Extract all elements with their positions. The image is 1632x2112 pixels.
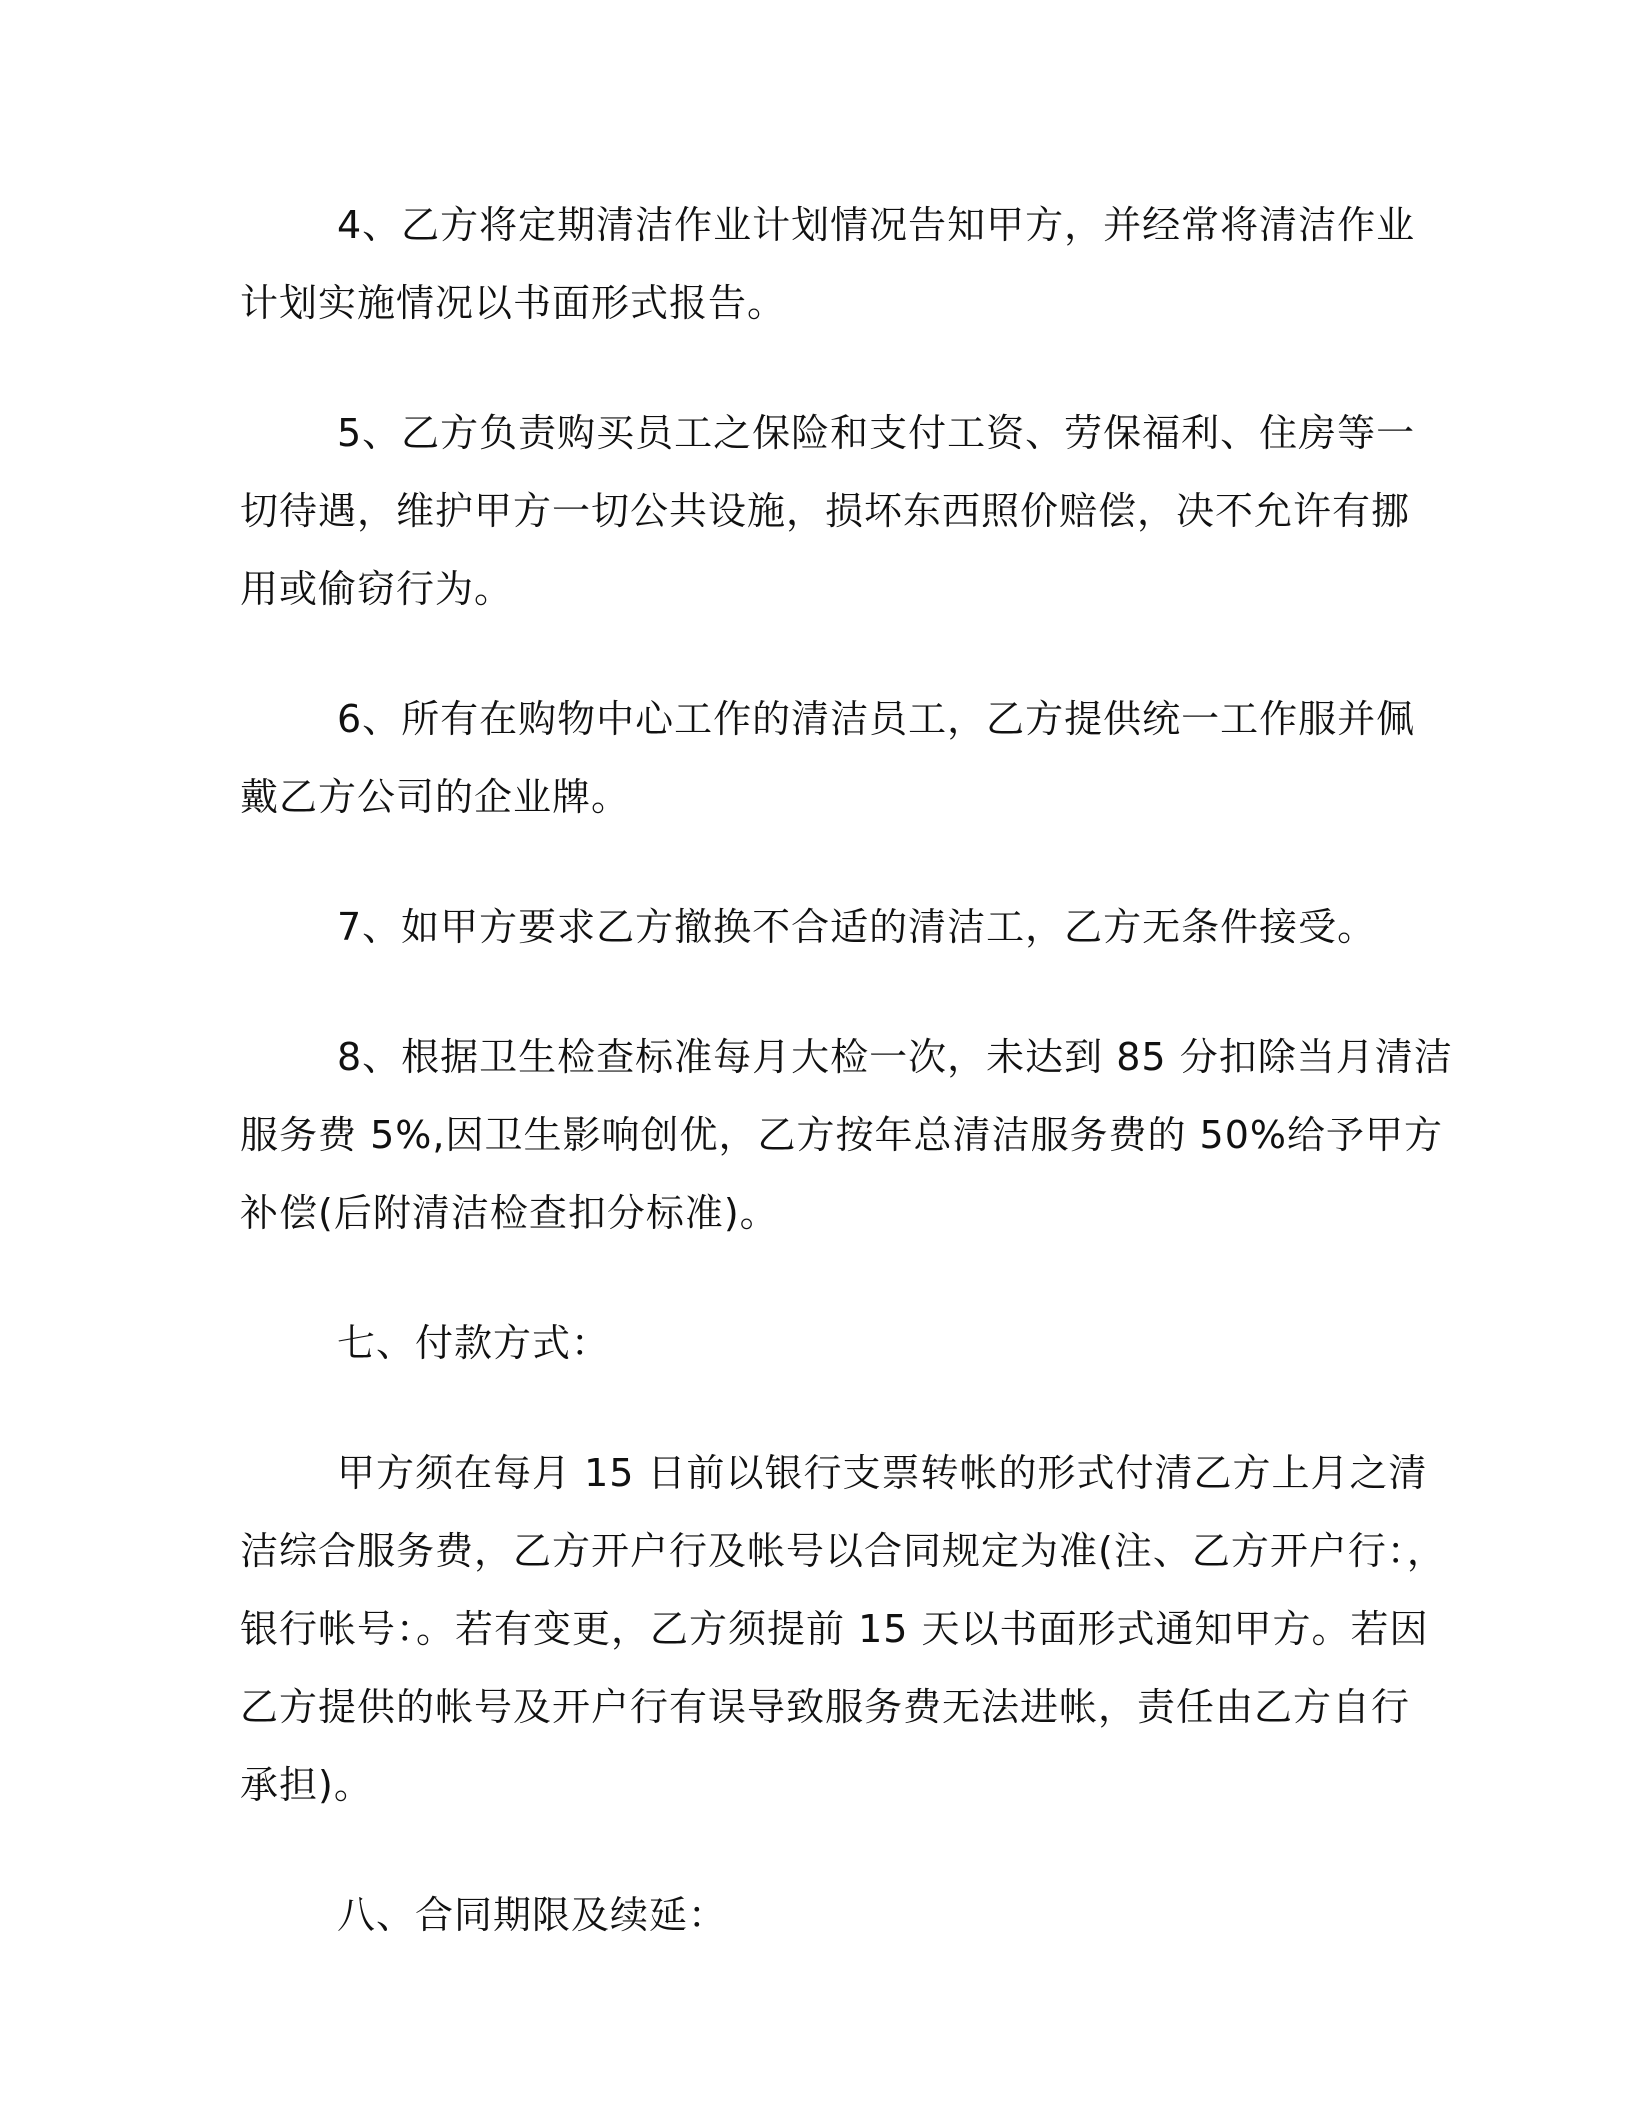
paragraph-line: 银行帐号：。若有变更，乙方须提前 15 天以书面形式通知甲方。若因 <box>240 1607 1429 1651</box>
paragraph-line: 6、所有在购物中心工作的清洁员工，乙方提供统一工作服并佩 <box>337 697 1416 741</box>
paragraph-line: 5、乙方负责购买员工之保险和支付工资、劳保福利、住房等一 <box>337 411 1416 455</box>
paragraph-line: 切待遇，维护甲方一切公共设施，损坏东西照价赔偿，决不允许有挪 <box>240 489 1411 533</box>
paragraph-line: 7、如甲方要求乙方撤换不合适的清洁工，乙方无条件接受。 <box>337 905 1377 949</box>
section-8-heading <box>240 1876 1400 1954</box>
section-heading-line: 八、合同期限及续延： <box>337 1893 728 1937</box>
section-7-heading <box>240 1304 1400 1382</box>
paragraph-line: 服务费 5%,因卫生影响创优，乙方按年总清洁服务费的 50%给予甲方 <box>240 1113 1443 1157</box>
clause-7-paragraph <box>240 888 1400 966</box>
section-heading-line: 七、付款方式： <box>337 1321 611 1365</box>
paragraph-line: 用或偷窃行为。 <box>240 567 514 611</box>
paragraph-line: 洁综合服务费，乙方开户行及帐号以合同规定为准(注、乙方开户行：， <box>240 1529 1446 1573</box>
paragraph-line: 戴乙方公司的企业牌。 <box>240 775 631 819</box>
paragraph-line: 8、根据卫生检查标准每月大检一次，未达到 85 分扣除当月清洁 <box>337 1035 1453 1079</box>
clause-5-paragraph <box>240 394 1416 628</box>
payment-terms-paragraph <box>240 1434 1446 1824</box>
document-body <box>240 186 1453 2006</box>
paragraph-line: 甲方须在每月 15 日前以银行支票转帐的形式付清乙方上月之清 <box>337 1451 1428 1495</box>
paragraph-line: 4、乙方将定期清洁作业计划情况告知甲方，并经常将清洁作业 <box>337 203 1416 247</box>
clause-6-paragraph <box>240 680 1416 836</box>
paragraph-line: 承担)。 <box>240 1763 373 1807</box>
paragraph-line: 补偿(后附清洁检查扣分标准)。 <box>240 1191 779 1235</box>
clause-4-paragraph <box>240 186 1416 342</box>
paragraph-line: 计划实施情况以书面形式报告。 <box>240 281 787 325</box>
clause-8-paragraph <box>240 1018 1453 1252</box>
paragraph-line: 乙方提供的帐号及开户行有误导致服务费无法进帐，责任由乙方自行 <box>240 1685 1411 1729</box>
